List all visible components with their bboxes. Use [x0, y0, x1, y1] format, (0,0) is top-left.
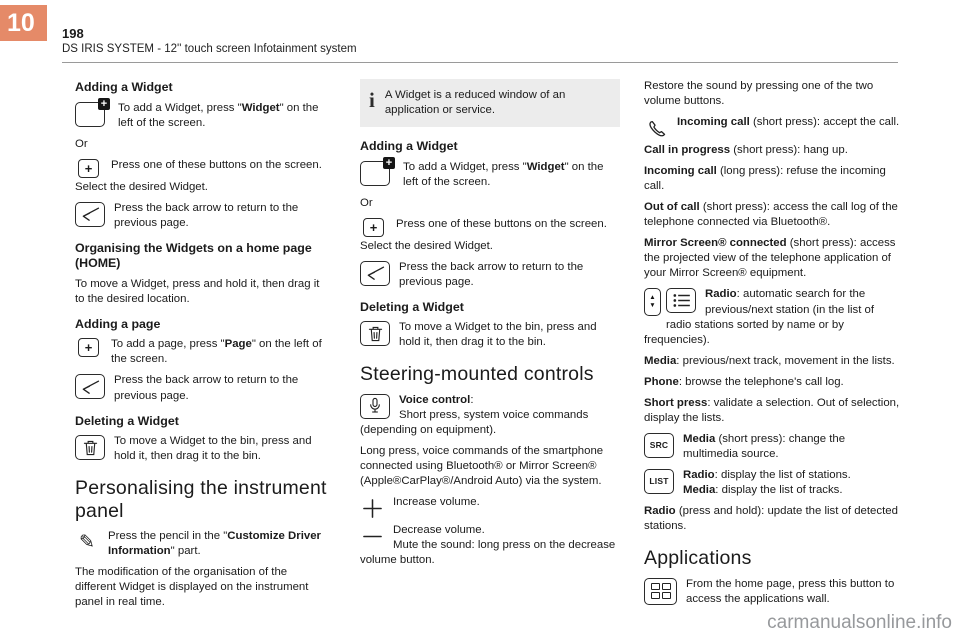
paragraph-radio-update: Radio (press and hold): update the list of detected stations. [644, 505, 898, 533]
instruction-add-widget [75, 97, 331, 131]
back-arrow-icon [360, 261, 390, 286]
instruction-add-widget [360, 156, 620, 190]
instruction-select-widget: Select the desired Widget. [75, 180, 208, 193]
column-left [75, 79, 331, 616]
bin-icon [360, 321, 390, 346]
instruction-text: Press the back arrow to return to the previous page. [114, 374, 299, 402]
instruction-src [644, 432, 902, 462]
instruction-back-arrow [75, 373, 331, 403]
watermark: carmanualsonline.info [767, 612, 952, 633]
instruction-text: Voice control: Short press, system voice commands (depending on equipment). [360, 393, 589, 436]
heading-adding-widget: Adding a Widget [360, 139, 458, 154]
instruction-voice-control [360, 393, 620, 438]
arrow-down-glyph: ▼ [649, 302, 656, 310]
instruction-phone [644, 115, 902, 130]
instruction-radio-seek [644, 287, 902, 347]
instruction-text: To move a Widget to the bin, press and hold it, then drag it to the bin. [114, 435, 312, 463]
instruction-bin [360, 320, 620, 350]
seek-arrows-icon [644, 288, 661, 316]
instruction-text: To add a page, press "Page" on the left of the screen. [111, 338, 322, 366]
arrow-up-glyph: ▲ [649, 293, 656, 301]
info-note [360, 79, 620, 127]
paragraph-phone-log: Phone: browse the telephone's call log. [644, 375, 844, 388]
plus-glyph: + [369, 219, 378, 235]
heading-organising-widgets: Organising the Widgets on a home page (HOME) [75, 240, 312, 271]
add-page-icon [78, 338, 99, 357]
paragraph-media-track: Media: previous/next track, movement in the lists. [644, 354, 895, 367]
document-title: DS IRIS SYSTEM - 12'' touch screen Infotainment system [62, 43, 357, 55]
instruction-press-buttons [75, 158, 331, 176]
instruction-text: Press the pencil in the "Customize Driver Information" part. [108, 530, 321, 558]
instruction-text: Press one of these buttons on the screen. [396, 217, 607, 230]
info-text: A Widget is a reduced window of an application or service. [384, 89, 566, 117]
paragraph-out-of-call: Out of call (short press): access the call log of the telephone connected via Bluetooth®. [644, 201, 898, 229]
applications-grid-icon [644, 578, 677, 605]
instruction-press-buttons [360, 217, 620, 235]
or-text: Or [360, 196, 373, 209]
instruction-text: To move a Widget to the bin, press and hold it, then drag it to the bin. [399, 321, 597, 349]
phone-icon [644, 115, 668, 141]
add-button-icon [363, 218, 384, 237]
instruction-applications [644, 577, 902, 607]
info-icon: i [369, 88, 375, 112]
instruction-list [644, 468, 902, 498]
microphone-icon [360, 394, 390, 419]
plus-glyph: + [84, 340, 93, 356]
paragraph-modification: The modification of the organisation of the different Widget is displayed on the instrument panel in real time. [75, 566, 309, 609]
paragraph-long-press: Long press, voice commands of the smartphone connected using Bluetooth® or Mirror Screen® (Apple®CarPlay®/Android Auto) via the system. [360, 445, 604, 488]
instruction-volume-down [360, 523, 620, 568]
instruction-text: Increase volume. [393, 496, 480, 509]
paragraph-call-in-progress: Call in progress (short press): hang up. [644, 144, 848, 157]
column-middle [360, 79, 620, 574]
src-button-icon [644, 433, 674, 458]
pencil-glyph: ✎ [79, 531, 95, 553]
instruction-text: From the home page, press this button to access the applications wall. [686, 577, 895, 605]
bin-icon [75, 435, 105, 460]
instruction-volume-up [360, 495, 620, 510]
volume-up-icon [360, 495, 384, 521]
instruction-text: Decrease volume. Mute the sound: long press on the decrease volume button. [360, 524, 616, 567]
back-arrow-icon [75, 202, 105, 227]
heading-deleting-widget: Deleting a Widget [360, 299, 464, 314]
paragraph-short-press: Short press: validate a selection. Out of selection, display the lists. [644, 396, 900, 424]
volume-down-icon [360, 523, 384, 549]
paragraph-restore-sound: Restore the sound by pressing one of the two volume buttons. [644, 80, 874, 108]
instruction-select-widget: Select the desired Widget. [360, 239, 493, 252]
add-button-icon [78, 159, 99, 178]
paragraph-incoming-refuse: Incoming call (long press): refuse the incoming call. [644, 165, 886, 193]
instruction-text: Radio: display the list of stations. Media: display the list of tracks. [683, 468, 851, 496]
or-text: Or [75, 137, 88, 150]
heading-adding-widget: Adding a Widget [75, 80, 173, 94]
back-arrow-icon [75, 374, 105, 399]
instruction-pencil [75, 529, 331, 559]
instruction-text: To add a Widget, press "Widget" on the left of the screen. [118, 101, 319, 129]
header-divider [62, 62, 898, 63]
instruction-text: Press the back arrow to return to the previous page. [399, 260, 584, 288]
plus-glyph: + [84, 160, 93, 176]
list-label: LIST [649, 475, 669, 486]
add-widget-icon [360, 156, 393, 186]
section-heading-applications: Applications [644, 547, 752, 570]
instruction-text: Press one of these buttons on the screen. [111, 158, 322, 171]
add-widget-icon [75, 97, 108, 127]
instruction-back-arrow [360, 260, 620, 290]
section-heading-personalising: Personalising the instrument panel [75, 477, 327, 522]
instruction-text: Media (short press): change the multimedia source. [683, 432, 846, 460]
chapter-badge: 10 [0, 5, 47, 41]
paragraph-mirror-screen: Mirror Screen® connected (short press): access the projected view of the telephone application of your Mirror Screen® equipment. [644, 237, 896, 280]
heading-adding-page: Adding a page [75, 316, 161, 331]
section-heading-steering: Steering-mounted controls [360, 363, 594, 386]
instruction-add-page [75, 337, 331, 367]
instruction-text: Radio: automatic search for the previous/next station (in the list of radio stations sorted by name or by frequencies). [644, 288, 875, 346]
app-grid-glyph [651, 583, 671, 599]
instruction-text: Incoming call (short press): accept the call. [677, 116, 900, 129]
instruction-move-widget: To move a Widget, press and hold it, then drag it to the desired location. [75, 277, 320, 305]
pencil-icon [75, 529, 99, 555]
list-icon [666, 288, 696, 313]
heading-deleting-widget: Deleting a Widget [75, 413, 179, 428]
plus-corner-glyph: + [98, 98, 110, 110]
instruction-text: Press the back arrow to return to the previous page. [114, 201, 299, 229]
plus-corner-glyph: + [383, 157, 395, 169]
instruction-bin [75, 434, 331, 464]
src-label: SRC [649, 439, 669, 450]
page-number: 198 [62, 26, 84, 41]
column-right [644, 79, 902, 613]
instruction-back-arrow [75, 201, 331, 231]
list-button-icon [644, 469, 674, 494]
instruction-text: To add a Widget, press "Widget" on the left of the screen. [403, 160, 604, 188]
